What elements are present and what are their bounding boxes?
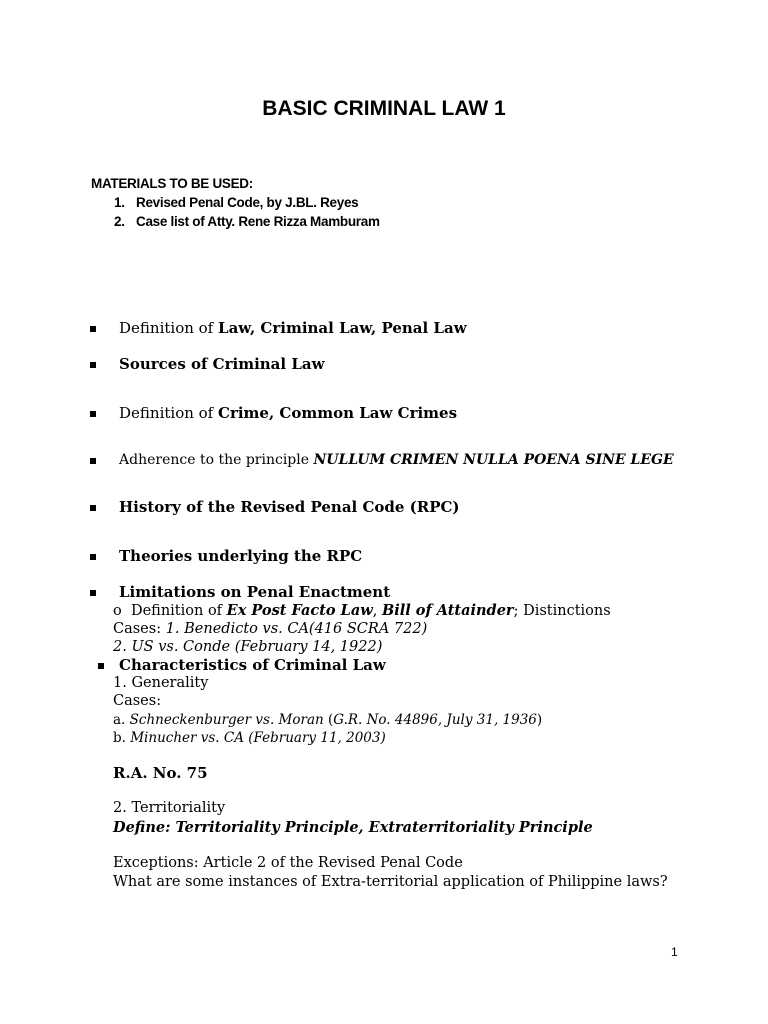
materials-item-number: 2. xyxy=(114,214,125,229)
materials-item xyxy=(114,214,380,229)
materials-heading: MATERIALS TO BE USED: xyxy=(91,176,253,191)
topic-history xyxy=(119,498,460,516)
bullet-icon xyxy=(90,590,96,596)
topic-prefix: Definition of xyxy=(119,319,219,337)
topic-definition-law xyxy=(119,319,467,337)
topic-theories xyxy=(119,547,362,565)
topic-limitations xyxy=(119,583,390,601)
limitations-subitem xyxy=(113,602,611,619)
bullet-icon xyxy=(90,554,96,560)
limitations-case-2 xyxy=(113,639,382,655)
case-item: 2. US vs. Conde (February 14, 1922) xyxy=(113,639,383,655)
case-name: Schneckenburger vs. Moran xyxy=(129,712,324,728)
page-number: 1 xyxy=(671,945,678,959)
bullet-icon xyxy=(98,663,104,669)
bullet-icon xyxy=(90,411,96,417)
topic-bold: Law, Criminal Law, Penal Law xyxy=(218,319,467,337)
generality-cases-label: Cases: xyxy=(113,693,162,709)
case-label: a. xyxy=(113,712,126,728)
generality-case-b xyxy=(113,730,386,746)
materials-item xyxy=(114,195,358,210)
topic-bold: Theories underlying the RPC xyxy=(119,547,363,565)
case-label: b. xyxy=(113,730,126,746)
topic-bold: Sources of Criminal Law xyxy=(119,355,325,373)
topic-prefix: Adherence to the principle xyxy=(119,452,314,468)
ra-label: R.A. No. 75 xyxy=(113,764,208,782)
territoriality-heading: 2. Territoriality xyxy=(113,800,226,816)
topic-bold: Characteristics of Criminal Law xyxy=(119,656,386,674)
topic-bold: Crime, Common Law Crimes xyxy=(218,404,458,422)
extra-territorial-question: What are some instances of Extra-territorial application of Philippine laws? xyxy=(113,874,668,890)
topic-bold-italic: NULLUM CRIMEN NULLA POENA SINE LEGE xyxy=(313,452,674,468)
sub-bullet-marker: o xyxy=(113,603,122,619)
document-title: BASIC CRIMINAL LAW 1 xyxy=(262,97,506,120)
sub-suffix: ; Distinctions xyxy=(513,603,611,619)
generality-case-a xyxy=(113,712,542,728)
case-name: Minucher vs. CA (February 11, 2003) xyxy=(130,730,386,746)
bullet-icon xyxy=(90,458,96,464)
bullet-icon xyxy=(90,362,96,368)
cases-label: Cases: xyxy=(113,621,166,637)
topic-characteristics xyxy=(119,656,386,674)
limitations-cases xyxy=(113,621,427,637)
topic-bold: Limitations on Penal Enactment xyxy=(119,583,391,601)
exceptions-line: Exceptions: Article 2 of the Revised Penal Code xyxy=(113,855,463,871)
ra-75 xyxy=(113,764,208,782)
define-text: Define: Territoriality Principle, Extraterritoriality Principle xyxy=(113,819,593,836)
materials-item-text: Case list of Atty. Rene Rizza Mamburam xyxy=(136,214,380,229)
bullet-icon xyxy=(90,505,96,511)
sub-prefix: Definition of xyxy=(130,603,227,619)
generality-heading: 1. Generality xyxy=(113,675,209,691)
sub-term-ex-post-facto: Ex Post Facto Law xyxy=(226,602,373,619)
topic-bold: History of the Revised Penal Code (RPC) xyxy=(119,498,460,516)
topic-definition-crime xyxy=(119,404,457,422)
case-paren-open: ( xyxy=(323,712,334,728)
materials-item-number: 1. xyxy=(114,195,125,210)
case-paren-close: ) xyxy=(536,712,543,728)
materials-item-text: Revised Penal Code, by J.BL. Reyes xyxy=(136,195,359,210)
bullet-icon xyxy=(90,326,96,332)
case-item: 1. Benedicto vs. CA(416 SCRA 722) xyxy=(165,621,428,637)
topic-sources xyxy=(119,355,325,373)
topic-prefix: Definition of xyxy=(119,404,219,422)
territoriality-define xyxy=(113,819,593,836)
topic-adherence xyxy=(119,452,674,468)
sub-separator: , xyxy=(372,603,382,619)
sub-term-bill-of-attainder: Bill of Attainder xyxy=(381,602,514,619)
case-citation: G.R. No. 44896, July 31, 1936 xyxy=(333,712,537,728)
